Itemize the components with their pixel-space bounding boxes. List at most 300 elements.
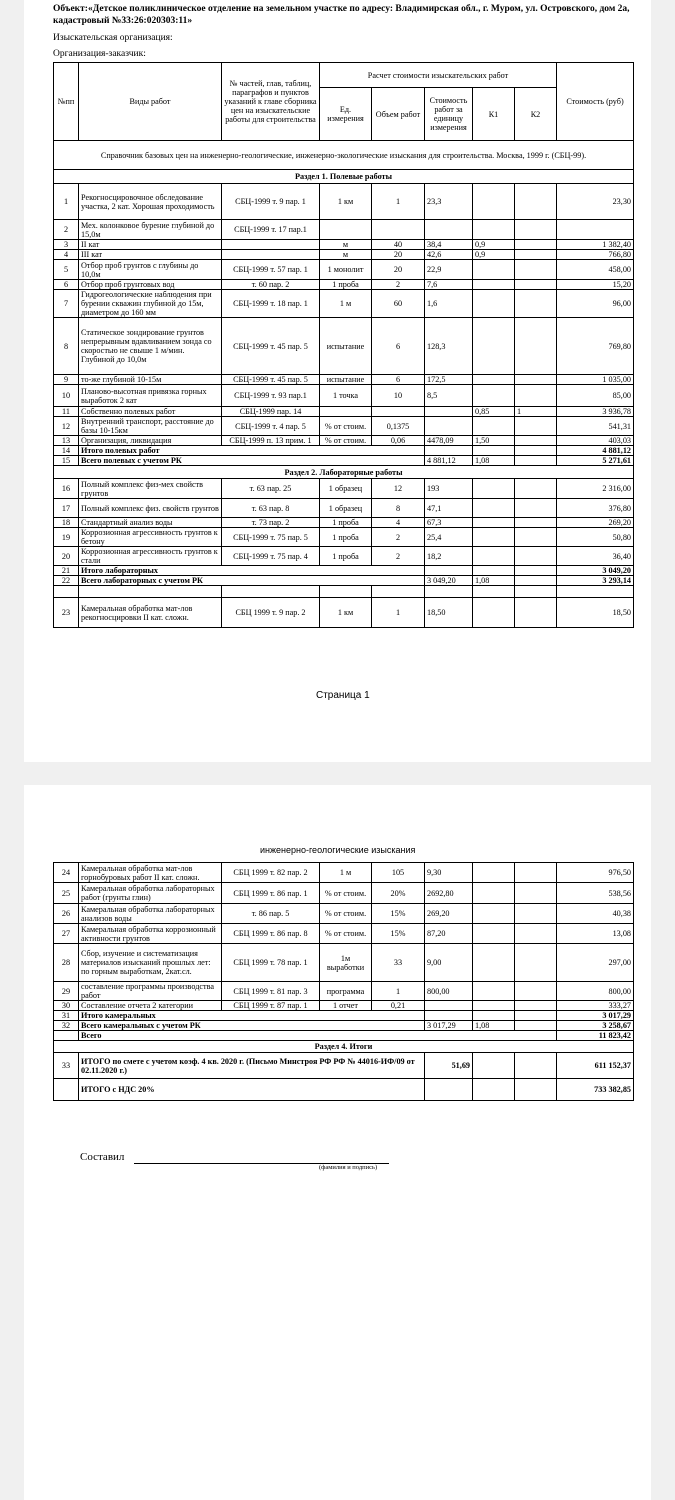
cell-total-label: Всего полевых с учетом РК <box>79 456 425 466</box>
cell-k2 <box>515 518 557 528</box>
cell-unit-cost: 4478,09 <box>425 436 473 446</box>
header-k2: К2 <box>515 88 557 141</box>
cell-volume: 8 <box>372 499 425 518</box>
cell-volume: 12 <box>372 479 425 499</box>
table-row <box>54 944 634 982</box>
cell-empty <box>54 1031 79 1041</box>
cell-unit-cost: 42,6 <box>425 250 473 260</box>
cell-ref: СБЦ-1999 п. 13 прим. 1 <box>222 436 320 446</box>
header-unit-cost: Стоимость работ за единицу измерения <box>425 88 473 141</box>
cell-empty <box>515 1053 557 1079</box>
total-rk-row <box>54 1021 634 1031</box>
total-row <box>54 1011 634 1021</box>
cell-empty <box>557 586 634 598</box>
total-rk-row <box>54 576 634 586</box>
cell-kind: Камеральная обработка лабораторных работ (грунты глин) <box>79 883 222 904</box>
cell-unit: % от стоим. <box>320 883 372 904</box>
cell-unit-cost: 2692,80 <box>425 883 473 904</box>
signed-by-label: Составил <box>80 1151 125 1163</box>
estimate-table-page-1 <box>53 62 634 628</box>
cell-k2: 1 <box>515 407 557 417</box>
cell-k2 <box>515 528 557 547</box>
cell-k1 <box>473 547 515 566</box>
cell-unit-cost <box>425 407 473 417</box>
cell-num: 2 <box>54 220 79 240</box>
cell-kind: Составление отчета 2 категории <box>79 1001 222 1011</box>
cell-unit-cost: 18,2 <box>425 547 473 566</box>
cell-ref: СБЦ-1999 т. 93 пар.1 <box>222 385 320 407</box>
cell-unit: 1 монолит <box>320 260 372 280</box>
cell-k2 <box>515 417 557 436</box>
cell-kind: Мех. колонковое бурение глубиной до 15,0м <box>79 220 222 240</box>
cell-volume: 0,06 <box>372 436 425 446</box>
table-row <box>54 220 634 240</box>
cell-empty <box>515 446 557 456</box>
cell-unit: 1 образец <box>320 479 372 499</box>
cell-k1 <box>473 883 515 904</box>
page-number: Страница 1 <box>316 690 370 701</box>
cell-cost: 541,31 <box>557 417 634 436</box>
cell-empty <box>515 456 557 466</box>
table-row <box>54 436 634 446</box>
cell-cost: 269,20 <box>557 518 634 528</box>
cell-cost: 23,30 <box>557 184 634 220</box>
cell-num: 18 <box>54 518 79 528</box>
cell-k2 <box>515 982 557 1001</box>
cell-k2 <box>515 250 557 260</box>
cell-cost: 50,80 <box>557 528 634 547</box>
cell-cost <box>557 220 634 240</box>
cell-num: 9 <box>54 375 79 385</box>
cell-unit-cost: 1,6 <box>425 290 473 318</box>
cell-k2 <box>515 385 557 407</box>
cell-empty <box>54 586 79 598</box>
cell-unit: 1 проба <box>320 528 372 547</box>
header-k1: К1 <box>473 88 515 141</box>
cell-unit-cost: 47,1 <box>425 499 473 518</box>
cell-cost: 800,00 <box>557 982 634 1001</box>
table-row <box>54 280 634 290</box>
cell-num: 14 <box>54 446 79 456</box>
cell-total-label: Всего лабораторных с учетом РК <box>79 576 425 586</box>
cell-num: 19 <box>54 528 79 547</box>
cell-ref: СБЦ-1999 т. 57 пар. 1 <box>222 260 320 280</box>
cell-k2 <box>515 436 557 446</box>
cell-k1 <box>473 982 515 1001</box>
cell-cost: 85,00 <box>557 385 634 407</box>
cell-kind: Коррозионная агрессивность грунтов к стали <box>79 547 222 566</box>
cell-kind: Камеральная обработка мат-лов рекогносцировки II кат. сложн. <box>79 598 222 628</box>
signature-line <box>134 1149 389 1164</box>
cell-volume: 33 <box>372 944 425 982</box>
cell-num: 32 <box>54 1021 79 1031</box>
cell-unit-cost: 9,30 <box>425 863 473 883</box>
cell-cost: 1 382,40 <box>557 240 634 250</box>
itogo-row <box>54 1053 634 1079</box>
cell-k2 <box>515 499 557 518</box>
cell-k1 <box>473 528 515 547</box>
cell-k1 <box>473 417 515 436</box>
cell-cost: 538,56 <box>557 883 634 904</box>
cell-total-label: Итого камеральных <box>79 1011 425 1021</box>
cell-volume: 1 <box>372 982 425 1001</box>
cell-ref: СБЦ-1999 т. 75 пар. 5 <box>222 528 320 547</box>
cell-itogo-coef: 51,69 <box>425 1053 473 1079</box>
table-row <box>54 883 634 904</box>
total-rk-row <box>54 456 634 466</box>
cell-unit: 1 проба <box>320 547 372 566</box>
cell-unit: % от стоим. <box>320 436 372 446</box>
cell-num: 26 <box>54 904 79 924</box>
page-2 <box>24 785 651 1500</box>
cell-empty <box>515 1011 557 1021</box>
cell-unit <box>320 220 372 240</box>
cell-k1: 0,9 <box>473 250 515 260</box>
cell-unit-cost: 8,5 <box>425 385 473 407</box>
cell-total-sum: 4 881,12 <box>557 446 634 456</box>
cell-kind: Организация, ликвидация <box>79 436 222 446</box>
cell-k1 <box>473 184 515 220</box>
cell-volume: 2 <box>372 547 425 566</box>
cell-k1 <box>473 863 515 883</box>
cell-ref: СБЦ 1999 т. 86 пар. 8 <box>222 924 320 944</box>
cell-unit-cost: 25,4 <box>425 528 473 547</box>
table-row <box>54 375 634 385</box>
cell-kind: Планово-высотная привязка горных выработок 2 кат <box>79 385 222 407</box>
cell-kind: Гидрогеологические наблюдения при бурении скважин глубиной до 15м, диаметром до 160 мм <box>79 290 222 318</box>
cell-k2 <box>515 220 557 240</box>
cell-volume: 60 <box>372 290 425 318</box>
cell-num: 22 <box>54 576 79 586</box>
cell-cost: 333,27 <box>557 1001 634 1011</box>
grand-total-row <box>54 1031 634 1041</box>
cell-total-label: Итого полевых работ <box>79 446 425 456</box>
cell-k1: 1,50 <box>473 436 515 446</box>
cell-num: 20 <box>54 547 79 566</box>
cell-unit-cost: 67,3 <box>425 518 473 528</box>
total-row <box>54 566 634 576</box>
cell-kind: то-же глубиной 10-15м <box>79 375 222 385</box>
cell-k1: 0,9 <box>473 240 515 250</box>
cell-total-label: Всего камеральных с учетом РК <box>79 1021 425 1031</box>
cell-total-sum: 5 271,61 <box>557 456 634 466</box>
cell-num: 24 <box>54 863 79 883</box>
cell-k1 <box>473 1001 515 1011</box>
cell-unit-cost: 172,5 <box>425 375 473 385</box>
cell-kind: Внутренний транспорт, расстояние до базы 10-15км <box>79 417 222 436</box>
cell-kind: Камеральная обработка коррозионный активности грунтов <box>79 924 222 944</box>
cell-base-sum: 3 049,20 <box>425 576 473 586</box>
cell-num: 10 <box>54 385 79 407</box>
table-row <box>54 863 634 883</box>
total-row <box>54 446 634 456</box>
cell-unit: 1 проба <box>320 518 372 528</box>
itogo-vat-row <box>54 1079 634 1101</box>
section-4-title: Раздел 4. Итоги <box>54 1041 634 1053</box>
cell-cost: 40,38 <box>557 904 634 924</box>
cell-kind: Отбор проб грунтовых вод <box>79 280 222 290</box>
header-unit: Ед. измерения <box>320 88 372 141</box>
cell-unit-cost: 193 <box>425 479 473 499</box>
cell-unit: испытание <box>320 375 372 385</box>
cell-k1 <box>473 598 515 628</box>
reference-note: Справочник базовых цен на инженерно-геологические, инженерно-экологические изыскания для строительства. Москва, 1999 г. (СБЦ-99). <box>54 141 634 170</box>
cell-num: 21 <box>54 566 79 576</box>
cell-cost: 458,00 <box>557 260 634 280</box>
cell-k2 <box>515 863 557 883</box>
cell-k2 <box>515 904 557 924</box>
cell-num: 16 <box>54 479 79 499</box>
cell-empty <box>515 576 557 586</box>
cell-num: 5 <box>54 260 79 280</box>
cell-ref: СБЦ 1999 т. 86 пар. 1 <box>222 883 320 904</box>
cell-unit: % от стоим. <box>320 904 372 924</box>
cell-ref: СБЦ-1999 т. 17 пар.1 <box>222 220 320 240</box>
cell-unit-cost: 9,00 <box>425 944 473 982</box>
cell-num: 17 <box>54 499 79 518</box>
object-line-2: кадастровый №33:26:020303:11» <box>53 16 193 26</box>
cell-num: 4 <box>54 250 79 260</box>
survey-org-label: Изыскательская организация: <box>53 33 173 43</box>
cell-unit: 1 м <box>320 290 372 318</box>
cell-cost: 403,03 <box>557 436 634 446</box>
table-row <box>54 518 634 528</box>
cell-ref: СБЦ-1999 т. 45 пар. 5 <box>222 318 320 375</box>
object-line-1: Объект:«Детское поликлиническое отделение на земельном участке по адресу: Владимирская обл., г. Муром, ул. Островского, дом 2а, <box>53 4 630 14</box>
cell-empty <box>54 1079 79 1101</box>
cell-empty <box>425 446 473 456</box>
cell-k1: 1,08 <box>473 456 515 466</box>
cell-volume: 0,21 <box>372 1001 425 1011</box>
cell-itogo-vat-text: ИТОГО с НДС 20% <box>79 1079 425 1101</box>
cell-empty <box>320 586 372 598</box>
cell-kind: Коррозионная агрессивность грунтов к бетону <box>79 528 222 547</box>
cell-unit: 1 проба <box>320 280 372 290</box>
cell-unit: испытание <box>320 318 372 375</box>
table-row <box>54 1001 634 1011</box>
section-2-title: Раздел 2. Лабораторные работы <box>54 466 634 479</box>
cell-unit: % от стоим. <box>320 417 372 436</box>
cell-num: 27 <box>54 924 79 944</box>
cell-unit-cost: 87,20 <box>425 924 473 944</box>
cell-k2 <box>515 240 557 250</box>
cell-k1 <box>473 220 515 240</box>
table-row <box>54 598 634 628</box>
cell-kind: Рекогносцировочное обследование участка, 2 кат. Хорошая проходимость <box>79 184 222 220</box>
page-1 <box>24 0 651 762</box>
cell-k2 <box>515 1001 557 1011</box>
cell-ref: т. 86 пар. 5 <box>222 904 320 924</box>
cell-volume: 2 <box>372 280 425 290</box>
cell-k2 <box>515 883 557 904</box>
cell-volume: 20 <box>372 260 425 280</box>
cell-kind: Стандартный анализ воды <box>79 518 222 528</box>
cell-cost: 18,50 <box>557 598 634 628</box>
cell-k2 <box>515 547 557 566</box>
cell-k2 <box>515 280 557 290</box>
cell-unit: м <box>320 250 372 260</box>
cell-volume <box>372 220 425 240</box>
cell-num: 6 <box>54 280 79 290</box>
cell-k1 <box>473 479 515 499</box>
cell-empty <box>425 566 473 576</box>
cell-num: 33 <box>54 1053 79 1079</box>
cell-kind: составление программы производства работ <box>79 982 222 1001</box>
cell-ref: т. 73 пар. 2 <box>222 518 320 528</box>
cell-cost: 766,80 <box>557 250 634 260</box>
cell-unit-cost: 23,3 <box>425 184 473 220</box>
cell-kind: Полный комплекс физ. свойств грунтов <box>79 499 222 518</box>
cell-kind: III кат <box>79 250 222 260</box>
cell-ref: т. 63 пар. 8 <box>222 499 320 518</box>
cell-kind: Отбор проб грунтов с глубины до 10,0м <box>79 260 222 280</box>
cell-ref: т. 60 пар. 2 <box>222 280 320 290</box>
cell-ref: СБЦ 1999 т. 81 пар. 3 <box>222 982 320 1001</box>
cell-volume: 1 <box>372 598 425 628</box>
cell-ref <box>222 240 320 250</box>
cell-volume <box>372 407 425 417</box>
cell-k1 <box>473 904 515 924</box>
cell-base-sum: 3 017,29 <box>425 1021 473 1031</box>
cell-itogo-vat-sum: 733 382,85 <box>557 1079 634 1101</box>
cell-empty <box>79 586 222 598</box>
cell-unit-cost: 18,50 <box>425 598 473 628</box>
cell-empty <box>473 446 515 456</box>
cell-k1 <box>473 375 515 385</box>
cell-total-sum: 11 823,42 <box>557 1031 634 1041</box>
cell-empty <box>515 1079 557 1101</box>
cell-k1 <box>473 260 515 280</box>
cell-volume: 20 <box>372 250 425 260</box>
table-row <box>54 290 634 318</box>
cell-k2 <box>515 479 557 499</box>
cell-num: 3 <box>54 240 79 250</box>
header-num: №пп <box>54 63 79 141</box>
cell-num: 23 <box>54 598 79 628</box>
cell-ref: СБЦ-1999 т. 75 пар. 4 <box>222 547 320 566</box>
cell-itogo-sum: 611 152,37 <box>557 1053 634 1079</box>
cell-k1: 1,08 <box>473 576 515 586</box>
cell-k1 <box>473 499 515 518</box>
cell-unit-cost: 800,00 <box>425 982 473 1001</box>
cell-k2 <box>515 260 557 280</box>
cell-num: 1 <box>54 184 79 220</box>
cell-k2 <box>515 924 557 944</box>
table-row <box>54 479 634 499</box>
cell-kind: Собственно полевых работ <box>79 407 222 417</box>
cell-unit: 1м выработки <box>320 944 372 982</box>
cell-unit: 1 м <box>320 863 372 883</box>
estimate-table-page-2 <box>53 862 634 1101</box>
cell-k1 <box>473 944 515 982</box>
table-row <box>54 407 634 417</box>
section-1-title: Раздел 1. Полевые работы <box>54 170 634 184</box>
cell-kind: Камеральная обработка лабораторных анализов воды <box>79 904 222 924</box>
cell-num: 31 <box>54 1011 79 1021</box>
table-row <box>54 385 634 407</box>
cell-kind: Статическое зондирование грунтов непрерывным вдавливанием зонда со скоростью не свыше 1 м/мин. Глубиной до 10,0м <box>79 318 222 375</box>
cell-empty <box>473 1011 515 1021</box>
cell-ref: СБЦ-1999 пар. 14 <box>222 407 320 417</box>
cell-empty <box>473 1079 515 1101</box>
cell-empty <box>473 1053 515 1079</box>
cell-k1 <box>473 385 515 407</box>
cell-num: 25 <box>54 883 79 904</box>
cell-unit-cost: 7,6 <box>425 280 473 290</box>
cell-total-sum: 3 293,14 <box>557 576 634 586</box>
cell-volume: 105 <box>372 863 425 883</box>
cell-k2 <box>515 290 557 318</box>
cell-k1 <box>473 290 515 318</box>
cell-cost: 376,80 <box>557 499 634 518</box>
table-row <box>54 547 634 566</box>
cell-k1 <box>473 280 515 290</box>
cell-unit: 1 точка <box>320 385 372 407</box>
cell-volume: 6 <box>372 318 425 375</box>
cell-volume: 1 <box>372 184 425 220</box>
page-2-title: инженерно-геологические изыскания <box>260 845 416 855</box>
cell-total-sum: 3 049,20 <box>557 566 634 576</box>
header-kind: Виды работ <box>79 63 222 141</box>
cell-volume: 15% <box>372 924 425 944</box>
client-org-label: Организация-заказчик: <box>53 49 146 59</box>
table-row <box>54 318 634 375</box>
cell-volume: 40 <box>372 240 425 250</box>
cell-unit: 1 км <box>320 184 372 220</box>
cell-empty <box>515 586 557 598</box>
cell-itogo-text: ИТОГО по смете с учетом коэф. 4 кв. 2020 г. (Письмо Минстроя РФ РФ № 44016-ИФ/09 от 02.11.2020 г.) <box>79 1053 425 1079</box>
cell-cost: 297,00 <box>557 944 634 982</box>
cell-total-sum: 3 258,67 <box>557 1021 634 1031</box>
cell-cost: 3 936,78 <box>557 407 634 417</box>
cell-ref: СБЦ-1999 т. 9 пар. 1 <box>222 184 320 220</box>
cell-num: 11 <box>54 407 79 417</box>
cell-empty <box>425 586 473 598</box>
cell-num: 29 <box>54 982 79 1001</box>
cell-num: 15 <box>54 456 79 466</box>
cell-k1 <box>473 318 515 375</box>
cell-k1: 0,85 <box>473 407 515 417</box>
cell-num: 28 <box>54 944 79 982</box>
cell-ref: СБЦ 1999 т. 9 пар. 2 <box>222 598 320 628</box>
cell-unit-cost <box>425 220 473 240</box>
cell-volume: 6 <box>372 375 425 385</box>
cell-unit-cost <box>425 1001 473 1011</box>
cell-unit <box>320 407 372 417</box>
header-cost: Стоимость (руб) <box>557 63 634 141</box>
cell-empty <box>473 586 515 598</box>
cell-base-sum: 4 881,12 <box>425 456 473 466</box>
cell-unit: программа <box>320 982 372 1001</box>
cell-empty <box>222 586 320 598</box>
cell-empty <box>425 1079 473 1101</box>
cell-kind: Полный комплекс физ-мех свойств грунтов <box>79 479 222 499</box>
cell-empty <box>425 1011 473 1021</box>
cell-total-sum: 3 017,29 <box>557 1011 634 1021</box>
cell-ref: т. 63 пар. 25 <box>222 479 320 499</box>
cell-unit: 1 образец <box>320 499 372 518</box>
cell-unit: 1 отчет <box>320 1001 372 1011</box>
cell-ref <box>222 250 320 260</box>
cell-volume: 4 <box>372 518 425 528</box>
cell-num: 12 <box>54 417 79 436</box>
cell-empty <box>372 586 425 598</box>
cell-num: 8 <box>54 318 79 375</box>
table-row <box>54 499 634 518</box>
cell-num: 7 <box>54 290 79 318</box>
header-calc: Расчет стоимости изыскательских работ <box>320 63 557 88</box>
cell-volume: 2 <box>372 528 425 547</box>
